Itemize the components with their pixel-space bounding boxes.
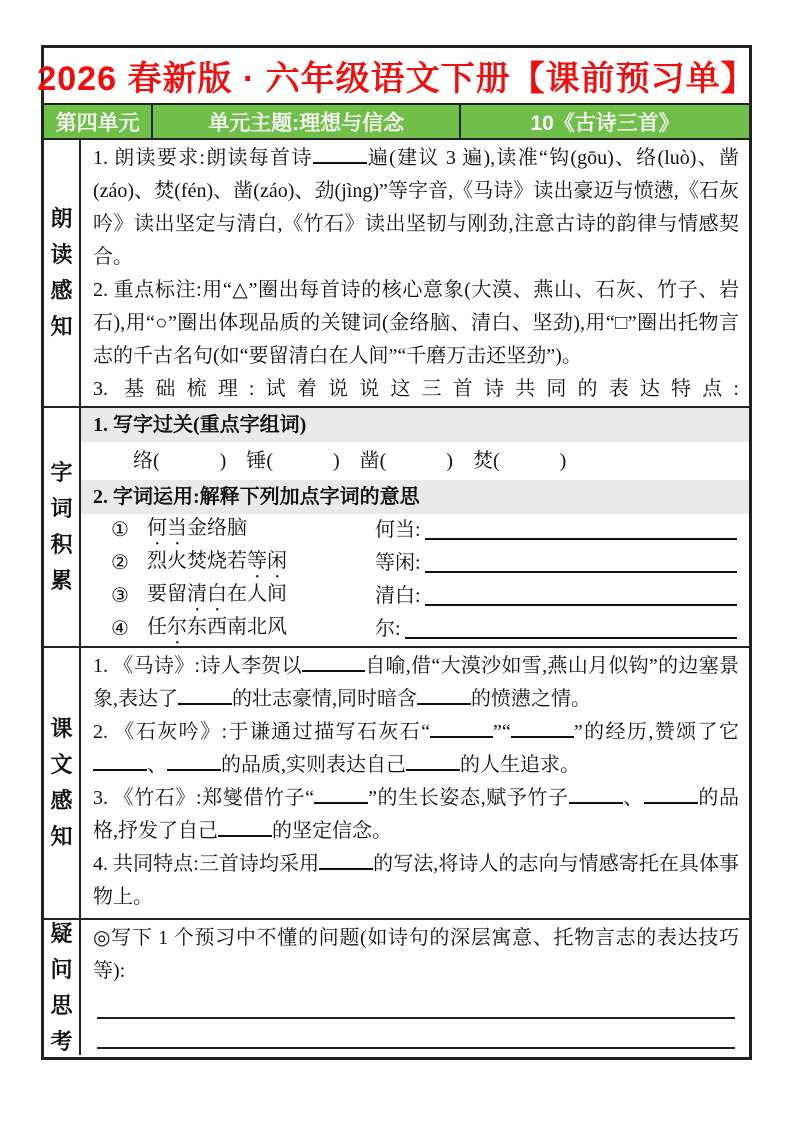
word-item-answer-label: 何当: — [375, 519, 421, 541]
fill-in-blank — [406, 751, 460, 771]
section-reading — [44, 140, 749, 406]
answer-line — [97, 1019, 735, 1050]
question-prompt: ◎写下 1 个预习中不懂的问题(如诗句的深层寓意、托物言志的表达技巧等): — [93, 927, 739, 982]
worksheet — [37, 45, 756, 1060]
section-course-label: 课文感知 — [44, 648, 81, 918]
question-answer-area — [93, 988, 739, 1055]
section-words — [44, 406, 749, 646]
word-item-number: ① — [111, 519, 129, 541]
fill-in-blank — [417, 685, 471, 705]
fill-in-blank — [93, 751, 147, 771]
fill-in-blank — [319, 850, 373, 870]
word-item-phrase: 要留清白在人间 — [147, 582, 287, 605]
section-course-body — [81, 648, 749, 918]
unit-number: 第四单元 — [55, 111, 140, 135]
word-item-answer-blank — [425, 604, 737, 606]
word-item-phrase: 任尔东西南北风 — [147, 615, 287, 638]
section-course — [44, 646, 749, 918]
section-words-body — [81, 408, 749, 646]
fill-in-blank — [218, 817, 272, 837]
course-item-2: 2. 《石灰吟》:于谦通过描写石灰石“ ”“ ”的经历,赞颂了它、 的品质,实则表达自己 的人生追求。 — [93, 716, 739, 782]
fill-in-blank — [644, 784, 698, 804]
section-question-label: 疑问思考 — [44, 920, 81, 1055]
word-item-answer-label: 清白: — [375, 585, 421, 607]
word-item-2 — [81, 547, 749, 580]
course-item-3: 3. 《竹石》:郑燮借竹子“ ”的生长姿态,赋予竹子 、 的品格,抒发了自己 的坚定信念。 — [93, 782, 739, 848]
word-item-4 — [81, 613, 749, 646]
reading-item-3: 3. 基础梳理:试着说说这三首诗共同的表达特点: — [93, 373, 739, 439]
fill-in-blank — [511, 718, 574, 738]
word-item-answer-blank — [405, 637, 737, 639]
word-item-number: ② — [111, 552, 129, 574]
lesson-title: 10《古诗三首》 — [459, 105, 749, 138]
course-item-4: 4. 共同特点:三首诗均采用 的写法,将诗人的志向与情感寄托在具体事物上。 — [93, 848, 739, 914]
words-write-row: 络( ) 锤( ) 凿( ) 焚( ) — [133, 450, 567, 472]
word-item-answer-blank — [425, 538, 737, 540]
reading-item-1: 1. 朗读要求:朗读每首诗 遍(建议 3 遍),读准“钩(gōu)、络(luò)、凿(záo)、焚(fén)、凿(záo)、劲(jìng)”等字音,《马诗》读出豪迈与愤懑,《石灰吟》读出坚定与清白,《竹石》读出坚韧与刚劲,注意古诗的韵律与情感契合。 — [93, 142, 739, 274]
word-item-number: ④ — [111, 618, 129, 640]
page-title: 2026 春新版 · 六年级语文下册【课前预习单】 — [37, 60, 756, 98]
words-band-usage: 2. 字词运用:解释下列加点字词的意思 — [81, 480, 749, 514]
words-band-writing: 1. 写字过关(重点字组词) — [81, 408, 749, 442]
word-item-answer-blank — [425, 571, 737, 573]
fill-in-blank — [314, 784, 368, 804]
course-item-1: 1. 《马诗》:诗人李贺以 自喻,借“大漠沙如雪,燕山月似钩”的边塞景象,表达了 的壮志豪情,同时暗含 的愤懑之情。 — [93, 650, 739, 716]
unit-theme: 单元主题:理想与信念 — [151, 105, 459, 138]
word-item-phrase: 何当金络脑 — [147, 516, 247, 539]
word-item-answer-label: 尔: — [375, 618, 401, 640]
section-question — [44, 918, 749, 1055]
word-item-number: ③ — [111, 585, 129, 607]
reading-item-2: 2. 重点标注:用“△”圈出每首诗的核心意象(大漠、燕山、石灰、竹子、岩石),用“○”圈出体现品质的关键词(金络脑、清白、坚劲),用“□”圈出托物言志的千古名句(如“要留清白在人间”“千磨万击还坚劲”)。 — [93, 279, 739, 367]
fill-in-blank — [569, 784, 623, 804]
section-reading-body — [81, 140, 749, 406]
fill-in-blank — [167, 751, 221, 771]
section-words-label: 字词积累 — [44, 408, 81, 646]
word-item-1 — [81, 514, 749, 547]
word-item-3 — [81, 580, 749, 613]
word-item-phrase: 烈火焚烧若等闲 — [147, 549, 287, 572]
fill-in-blank — [302, 652, 365, 672]
unit-header-bar — [44, 103, 749, 140]
fill-in-blank — [430, 718, 493, 738]
fill-in-blank — [313, 144, 367, 164]
section-question-body — [81, 920, 749, 1055]
answer-line — [97, 988, 735, 1019]
fill-in-blank — [178, 685, 232, 705]
word-item-answer-label: 等闲: — [375, 552, 421, 574]
section-reading-label: 朗读感知 — [44, 140, 81, 406]
